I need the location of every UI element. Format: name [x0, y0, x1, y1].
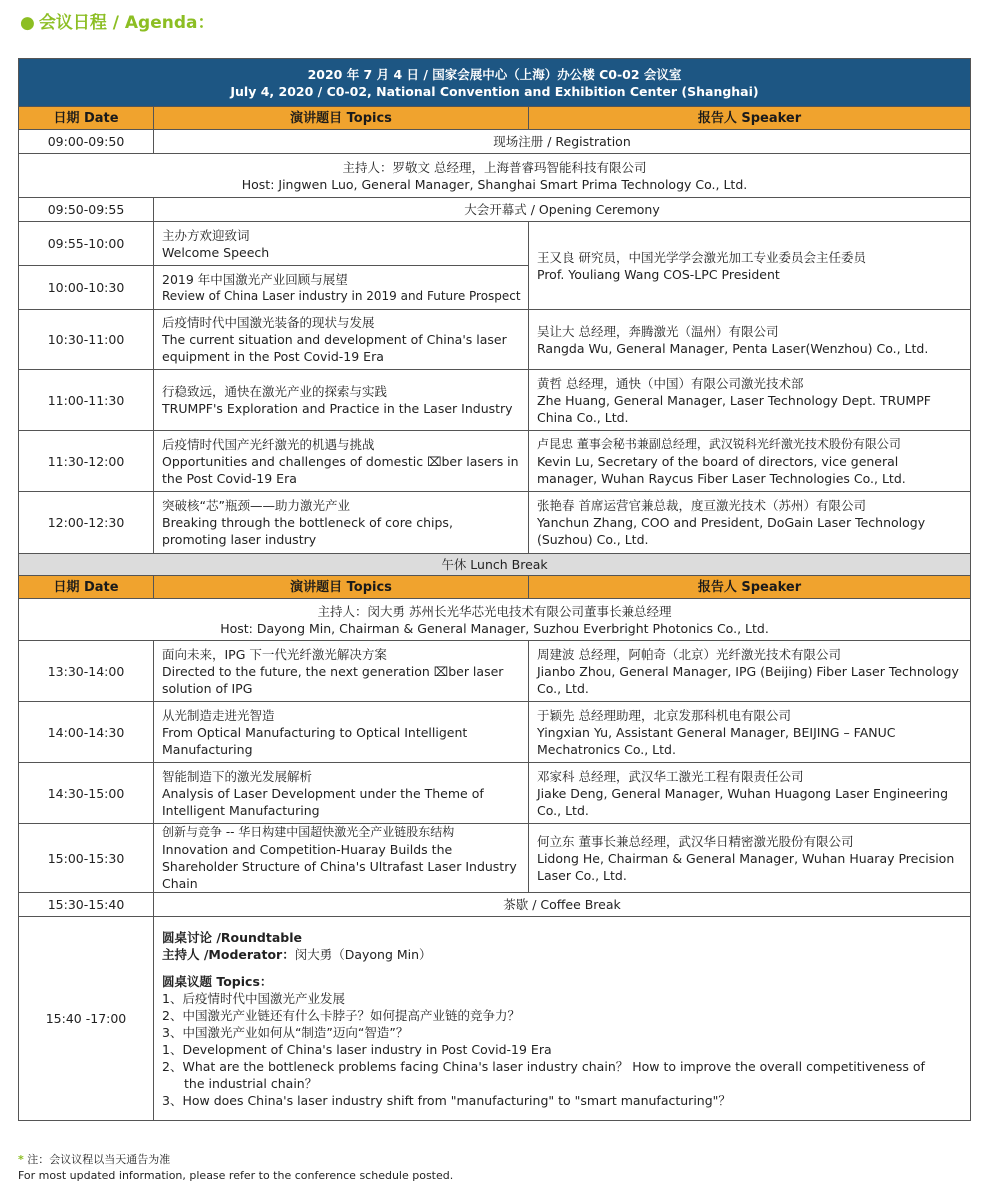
- opening-cell: 大会开幕式 / Opening Ceremony: [154, 198, 971, 222]
- moderator-label: 主持人 /Moderator：: [162, 946, 295, 962]
- topic-cell: [154, 824, 529, 893]
- table-row: [19, 222, 971, 266]
- speaker-en: Jianbo Zhou, General Manager, IPG (Beijing) Fiber Laser Technology Co., Ltd.: [537, 663, 959, 696]
- footnote: [18, 1152, 453, 1184]
- topic-cell: [154, 763, 529, 824]
- footnote-cn: 注：会议议程以当天通告为准: [27, 1153, 171, 1166]
- column-header-topics: 演讲题目 Topics: [154, 576, 529, 599]
- time-cell: 12:00-12:30: [19, 492, 154, 554]
- topic-cn: 后疫情时代国产光纤激光的机遇与挑战: [162, 436, 375, 452]
- host-en: Host: Jingwen Luo, General Manager, Shanghai Smart Prima Technology Co., Ltd.: [241, 176, 748, 192]
- topic-cell: [154, 702, 529, 763]
- topic-cn: 主办方欢迎致词: [162, 227, 250, 243]
- column-header-row: [19, 107, 971, 130]
- table-row: [19, 431, 971, 492]
- table-row: [19, 893, 971, 917]
- topic-en: Innovation and Competition-Huaray Builds the Shareholder Structure of China's Ultrafast Laser Industry Chain: [162, 842, 517, 891]
- speaker-cn: 邓家科 总经理，武汉华工激光工程有限责任公司: [537, 768, 804, 784]
- topic-cell: [154, 310, 529, 370]
- time-cell: 15:00-15:30: [19, 824, 154, 893]
- topic-cn: 创新与竞争 -- 华日构建中国超快激光全产业链股东结构: [162, 825, 455, 839]
- speaker-en: Lidong He, Chairman & General Manager, Wuhan Huaray Precision Laser Co., Ltd.: [537, 850, 955, 883]
- column-header-date: 日期 Date: [19, 576, 154, 599]
- lunch-row: [19, 554, 971, 576]
- topic-en: Review of China Laser industry in 2019 and Future Prospect: [162, 288, 521, 303]
- speaker-en: Yingxian Yu, Assistant General Manager, BEIJING – FANUC Mechatronics Co., Ltd.: [537, 724, 896, 757]
- host-cell: [19, 599, 971, 641]
- topic-cn: 突破核“芯”瓶颈——助力激光产业: [162, 498, 350, 513]
- speaker-cn: 卢昆忠 董事会秘书兼副总经理，武汉锐科光纤激光技术股份有限公司: [537, 436, 901, 451]
- topic-cn: 行稳致远，通快在激光产业的探索与实践: [162, 384, 388, 399]
- speaker-en: Jiake Deng, General Manager, Wuhan Huagong Laser Engineering Co., Ltd.: [537, 785, 949, 818]
- speaker-cn: 张艳春 首席运营官兼总裁，度亘激光技术（苏州）有限公司: [537, 498, 866, 513]
- speaker-cell: [529, 702, 971, 763]
- roundtable-item: 3、How does China's laser industry shift from "manufacturing" to "smart manufacturing"？: [162, 1092, 731, 1108]
- speaker-cn: 于颖先 总经理助理，北京发那科机电有限公司: [537, 707, 791, 723]
- table-row: [19, 641, 971, 702]
- topic-cn: 2019 年中国激光产业回顾与展望: [162, 271, 348, 287]
- roundtable-item: 2、中国激光产业链还有什么卡脖子？如何提高产业链的竞争力？: [162, 1007, 520, 1023]
- table-row: [19, 370, 971, 431]
- time-cell: 11:30-12:00: [19, 431, 154, 492]
- roundtable-cell: [154, 917, 971, 1121]
- table-row: [19, 702, 971, 763]
- host-en: Host: Dayong Min, Chairman & General Manager, Suzhou Everbright Photonics Co., Ltd.: [220, 620, 769, 636]
- column-header-speaker: 报告人 Speaker: [529, 576, 971, 599]
- column-header-row: [19, 576, 971, 599]
- page-title: [20, 8, 215, 33]
- topic-cn: 从光制造走进光智造: [162, 707, 275, 723]
- host-row: [19, 154, 971, 198]
- registration-cell: 现场注册 / Registration: [154, 130, 971, 154]
- time-cell: 09:50-09:55: [19, 198, 154, 222]
- speaker-cn: 何立东 董事长兼总经理，武汉华日精密激光股份有限公司: [537, 833, 854, 849]
- roundtable-item: 1、后疫情时代中国激光产业发展: [162, 990, 345, 1006]
- topic-cell: [154, 492, 529, 554]
- topic-en: From Optical Manufacturing to Optical Intelligent Manufacturing: [162, 724, 468, 757]
- bullet-icon: ●: [20, 13, 35, 33]
- lunch-break-cell: 午休 Lunch Break: [19, 554, 971, 576]
- table-row: [19, 310, 971, 370]
- speaker-cell: [529, 370, 971, 431]
- topic-en: Breaking through the bottleneck of core chips, promoting laser industry: [162, 515, 453, 547]
- spacer: [162, 963, 962, 973]
- speaker-cn: 周建波 总经理，阿帕奇（北京）光纤激光技术有限公司: [537, 646, 841, 662]
- roundtable-title: 圆桌讨论 /Roundtable: [162, 929, 302, 945]
- roundtable-item: 1、Development of China's laser industry in Post Covid-19 Era: [162, 1041, 552, 1057]
- time-cell: 14:00-14:30: [19, 702, 154, 763]
- time-cell: 15:30-15:40: [19, 893, 154, 917]
- topic-cell: [154, 266, 529, 310]
- topic-cell: [154, 370, 529, 431]
- time-cell: 14:30-15:00: [19, 763, 154, 824]
- speaker-en: Rangda Wu, General Manager, Penta Laser(Wenzhou) Co., Ltd.: [537, 340, 929, 356]
- host-row: [19, 599, 971, 641]
- topic-en: TRUMPF's Exploration and Practice in the Laser Industry: [162, 401, 513, 416]
- speaker-en: Prof. Youliang Wang COS-LPC President: [537, 266, 780, 282]
- banner-line-en: July 4, 2020 / C0-02, National Convention and Exhibition Center (Shanghai): [230, 83, 759, 99]
- table-row: [19, 492, 971, 554]
- time-cell: 15:40 -17:00: [19, 917, 154, 1121]
- topic-cell: [154, 641, 529, 702]
- speaker-cn: 王又良 研究员，中国光学学会激光加工专业委员会主任委员: [537, 249, 866, 265]
- speaker-cn: 黄哲 总经理，通快（中国）有限公司激光技术部: [537, 375, 804, 391]
- coffee-break-cell: 茶歇 / Coffee Break: [154, 893, 971, 917]
- roundtable-item: the industrial chain？: [184, 1075, 318, 1091]
- moderator-name: 闵大勇（Dayong Min）: [294, 946, 432, 962]
- time-cell: 09:55-10:00: [19, 222, 154, 266]
- topic-cn: 后疫情时代中国激光装备的现状与发展: [162, 315, 375, 330]
- speaker-cell: [529, 222, 971, 310]
- topic-en: Welcome Speech: [162, 244, 270, 260]
- host-cell: [19, 154, 971, 198]
- speaker-en: Kevin Lu, Secretary of the board of directors, vice general manager, Wuhan Raycus Fiber Laser Technologies Co., Ltd.: [537, 453, 906, 486]
- topic-en: The current situation and development of China's laser equipment in the Post Covid-19 Era: [162, 332, 507, 364]
- footnote-star: *: [18, 1153, 24, 1166]
- column-header-date: 日期 Date: [19, 107, 154, 130]
- column-header-topics: 演讲题目 Topics: [154, 107, 529, 130]
- speaker-cell: [529, 641, 971, 702]
- host-cn: 主持人：闵大勇 苏州长光华芯光电技术有限公司董事长兼总经理: [317, 603, 672, 619]
- column-header-speaker: 报告人 Speaker: [529, 107, 971, 130]
- topic-en: Opportunities and challenges of domestic ⌧ber lasers in the Post Covid-19 Era: [162, 453, 519, 486]
- time-cell: 11:00-11:30: [19, 370, 154, 431]
- topic-cn: 面向未来，IPG 下一代光纤激光解决方案: [162, 646, 387, 662]
- speaker-cell: [529, 310, 971, 370]
- speaker-cell: [529, 763, 971, 824]
- time-cell: 10:30-11:00: [19, 310, 154, 370]
- table-row: [19, 198, 971, 222]
- table-row: [19, 824, 971, 893]
- time-cell: 10:00-10:30: [19, 266, 154, 310]
- topic-en: Analysis of Laser Development under the Theme of Intelligent Manufacturing: [162, 785, 484, 818]
- host-cn: 主持人：罗敬文 总经理，上海普睿玛智能科技有限公司: [342, 159, 647, 175]
- speaker-en: Yanchun Zhang, COO and President, DoGain Laser Technology (Suzhou) Co., Ltd.: [537, 515, 926, 547]
- banner-line-cn: 2020 年 7 月 4 日 / 国家会展中心（上海）办公楼 C0-02 会议室: [307, 66, 682, 82]
- speaker-en: Zhe Huang, General Manager, Laser Technology Dept. TRUMPF China Co., Ltd.: [537, 392, 931, 425]
- speaker-cell: [529, 492, 971, 554]
- agenda-table: [18, 58, 971, 1121]
- footnote-en: For most updated information, please refer to the conference schedule posted.: [18, 1169, 454, 1182]
- roundtable-moderator: [162, 946, 962, 963]
- speaker-cell: [529, 824, 971, 893]
- roundtable-item: 3、中国激光产业如何从“制造”迈向“智造”？: [162, 1024, 409, 1040]
- topic-en: Directed to the future, the next generation ⌧ber laser solution of IPG: [162, 663, 504, 696]
- table-row: [19, 130, 971, 154]
- topic-cell: [154, 222, 529, 266]
- time-cell: 09:00-09:50: [19, 130, 154, 154]
- speaker-cell: [529, 431, 971, 492]
- topic-cn: 智能制造下的激光发展解析: [162, 768, 313, 784]
- agenda-banner: [19, 59, 971, 107]
- table-row: [19, 763, 971, 824]
- speaker-cn: 吴让大 总经理，奔腾激光（温州）有限公司: [537, 323, 779, 339]
- topic-cell: [154, 431, 529, 492]
- time-cell: 13:30-14:00: [19, 641, 154, 702]
- roundtable-row: [19, 917, 971, 1121]
- page-title-text: 会议日程 / Agenda：: [38, 13, 215, 33]
- roundtable-item: 2、What are the bottleneck problems facing China's laser industry chain？ How to improve the overall competitiveness of: [162, 1058, 925, 1074]
- roundtable-topics-title: 圆桌议题 Topics：: [162, 973, 273, 989]
